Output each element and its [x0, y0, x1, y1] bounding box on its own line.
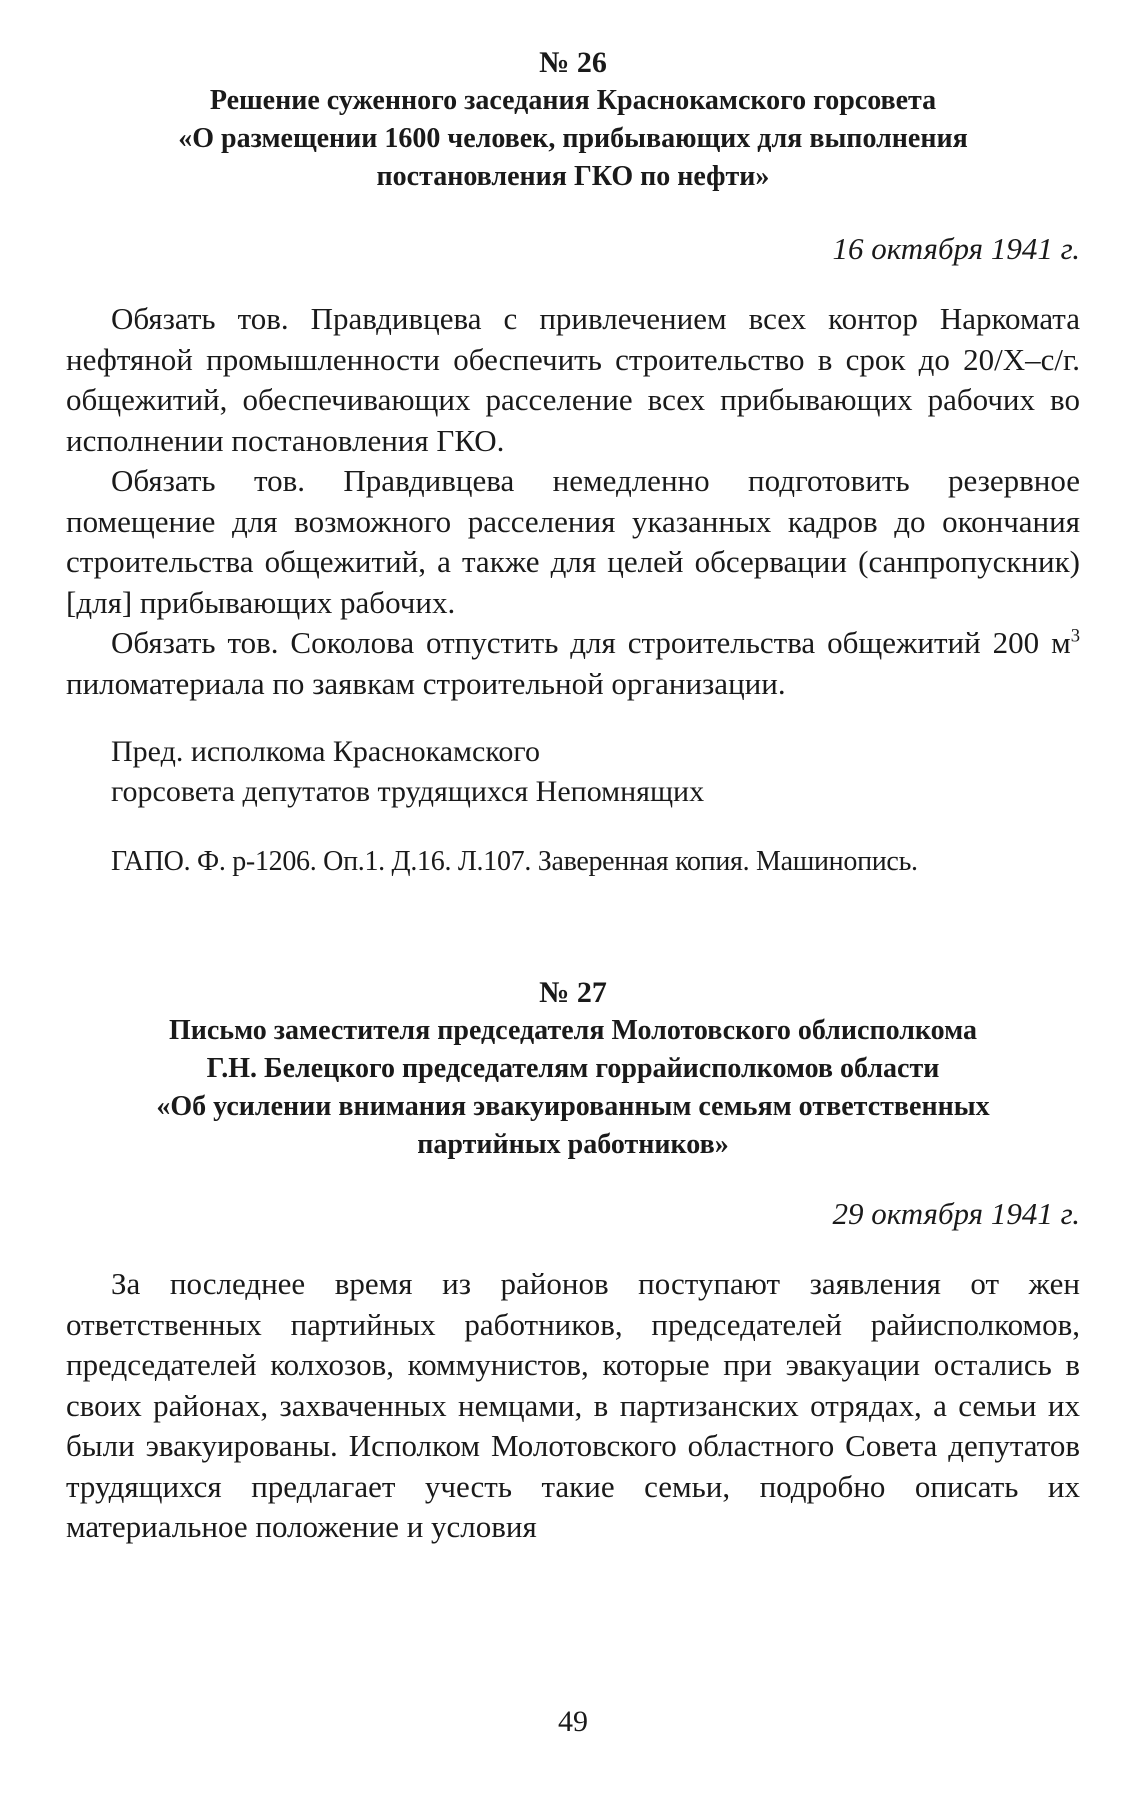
- document-title: [66, 82, 1080, 196]
- superscript: 3: [1070, 625, 1080, 647]
- document-number: № 26: [539, 46, 607, 79]
- body-paragraph: Обязать тов. Правдивцева немедленно подготовить резервное помещение для возможного расселения указанных кадров до окончания строительства общежитий, а также для целей обсервации (санпропускник) [для] прибывающих рабочих.: [66, 463, 1080, 620]
- body-paragraph: [66, 623, 1080, 704]
- document-27: [66, 974, 1080, 1548]
- archive-source: ГАПО. Ф. р-1206. Оп.1. Д.16. Л.107. Заверенная копия. Машинопись.: [111, 846, 918, 877]
- signature-line: Пред. исполкома Краснокамского: [111, 735, 540, 768]
- title-line: «О размещении 1600 человек, прибывающих для выполнения: [178, 123, 968, 154]
- body-paragraph: Обязать тов. Правдивцева с привлечением всех контор Наркомата нефтяной промышленности обеспечить строительство в срок до 20/X–с/г. общежитий, обеспечивающих расселение всех прибывающих рабочих во исполнении постановления ГКО.: [66, 301, 1080, 458]
- document-page: [66, 44, 1080, 1548]
- title-line: Письмо заместителя председателя Молотовского облисполкома: [168, 1015, 978, 1046]
- title-line: Решение суженного заседания Краснокамского горсовета: [209, 85, 937, 116]
- title-line: партийных работников»: [417, 1129, 729, 1160]
- paragraph-text: пиломатериала по заявкам строительной организации.: [66, 665, 786, 701]
- title-line: «Об усилении внимания эвакуированным семьям ответственных: [156, 1091, 990, 1122]
- body-paragraph: За последнее время из районов поступают заявления от жен ответственных партийных работников, председателей райисполкомов, председателей колхозов, коммунистов, которые при эвакуации остались в своих районах, захваченных немцами, в партизанских отрядах, а семьи их были эвакуированы. Исполком Молотовского областного Совета депутатов трудящихся предлагает учесть такие семьи, подробно описать их материальное положение и условия: [66, 1266, 1080, 1544]
- signature-block: [66, 732, 1080, 812]
- document-body: [66, 299, 1080, 704]
- signature-line: горсовета депутатов трудящихся Непомнящих: [111, 775, 705, 808]
- document-number: № 27: [539, 976, 607, 1009]
- document-title: [66, 1012, 1080, 1164]
- title-line: Г.Н. Белецкого председателям горрайисполкомов области: [206, 1053, 940, 1084]
- page-number: 49: [558, 1705, 588, 1738]
- document-date: 29 октября 1941 г.: [832, 1196, 1080, 1231]
- document-body: [66, 1264, 1080, 1548]
- title-line: постановления ГКО по нефти»: [376, 161, 770, 192]
- document-26: [66, 44, 1080, 882]
- paragraph-text: Обязать тов. Соколова отпустить для строительства общежитий 200 м: [111, 625, 1071, 660]
- document-date: 16 октября 1941 г.: [832, 231, 1080, 266]
